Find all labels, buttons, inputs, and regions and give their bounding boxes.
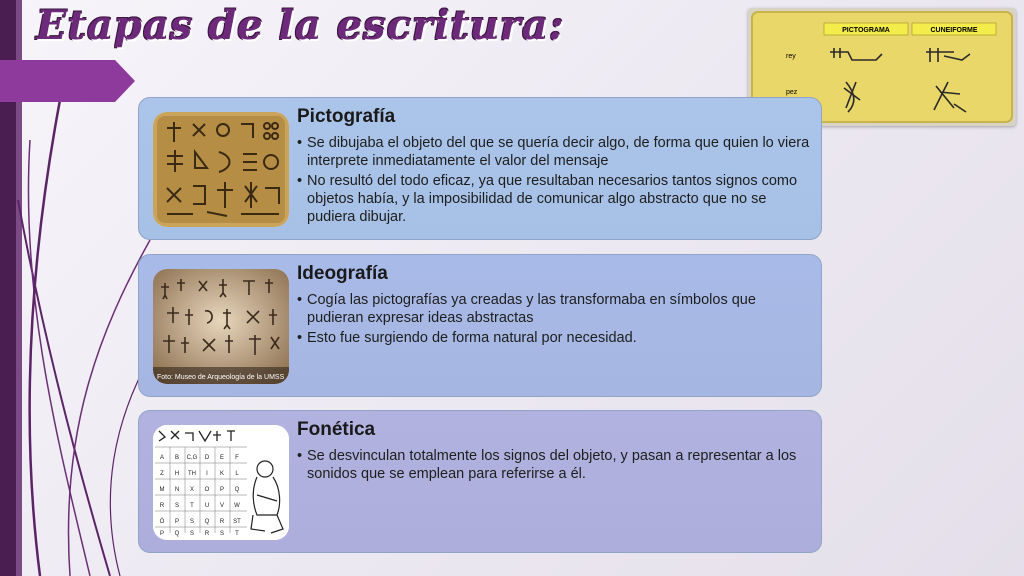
bullet-fonetica-1: • Se desvinculan totalmente los signos del objeto, y pasan a representar a los sonidos que se emplean para referirse a él. — [297, 447, 813, 483]
pictographic-tablet-image — [153, 112, 289, 227]
svg-text:U: U — [204, 503, 210, 509]
phonetic-alphabet-image — [153, 425, 289, 540]
svg-text:X: X — [189, 487, 195, 493]
svg-text:V: V — [219, 503, 225, 509]
svg-text:B: B — [174, 455, 180, 461]
table-row-pez: pez — [786, 89, 798, 96]
table-header-cuneiforme: CUNEIFORME — [930, 27, 978, 34]
bullet-ideografia-1: • Cogía las pictografías ya creadas y las transformaba en símbolos que pudieran expresar ideas abstractas — [297, 291, 813, 327]
slide-title: Etapas de la escritura: — [36, 2, 565, 49]
svg-text:I: I — [206, 471, 208, 477]
svg-text:N: N — [174, 487, 180, 493]
ideographic-carvings-image — [153, 269, 289, 384]
svg-text:TH: TH — [188, 471, 196, 477]
svg-text:Q: Q — [174, 531, 180, 537]
svg-text:S: S — [219, 531, 225, 537]
svg-text:L: L — [235, 471, 239, 477]
svg-text:C,G: C,G — [186, 455, 198, 461]
svg-text:T: T — [235, 531, 239, 537]
svg-text:P: P — [219, 487, 225, 493]
svg-text:O: O — [204, 487, 210, 493]
svg-text:W: W — [234, 503, 240, 509]
svg-text:M: M — [159, 487, 165, 493]
table-row-rey: rey — [786, 53, 796, 60]
svg-text:Ö: Ö — [159, 519, 165, 525]
svg-text:S: S — [189, 519, 195, 525]
card-ideografia — [138, 254, 822, 397]
svg-text:P: P — [174, 519, 180, 525]
svg-text:Q: Q — [204, 519, 210, 525]
svg-text:R: R — [219, 519, 225, 525]
card-title-pictografia: Pictografía — [297, 106, 396, 127]
svg-text:P: P — [159, 531, 165, 537]
svg-text:K: K — [219, 471, 225, 477]
svg-text:A: A — [159, 455, 165, 461]
svg-text:ST: ST — [233, 519, 241, 525]
card-title-fonetica: Fonética — [297, 419, 376, 440]
title-arrow-accent — [0, 60, 135, 102]
table-header-pictograma: PICTOGRAMA — [842, 27, 890, 34]
bullet-ideografia-2: • Esto fue surgiendo de forma natural por necesidad. — [297, 329, 813, 347]
svg-text:T: T — [190, 503, 194, 509]
bullet-pictografia-2: • No resultó del todo eficaz, ya que resultaban necesarios tantos signos como objetos había, y la imposibilidad de comunicar algo abstracto que no se pudiera dibujar. — [297, 172, 813, 226]
bullet-pictografia-1: • Se dibujaba el objeto del que se quería decir algo, de forma que quien lo viera interprete inmediatamente el valor del mensaje — [297, 134, 813, 170]
svg-text:S: S — [174, 503, 180, 509]
svg-text:F: F — [235, 455, 239, 461]
svg-text:D: D — [204, 455, 210, 461]
svg-text:R: R — [159, 503, 165, 509]
image-caption: Foto: Museo de Arqueología de la UMSS — [157, 374, 285, 381]
svg-text:E: E — [219, 455, 225, 461]
card-pictografia — [138, 97, 822, 240]
svg-text:S: S — [189, 531, 195, 537]
svg-text:Z: Z — [160, 471, 164, 477]
svg-text:H: H — [174, 471, 180, 477]
card-title-ideografia: Ideografía — [297, 263, 388, 284]
svg-text:R: R — [204, 531, 210, 537]
svg-text:Q: Q — [234, 487, 240, 493]
card-fonetica — [138, 410, 822, 553]
